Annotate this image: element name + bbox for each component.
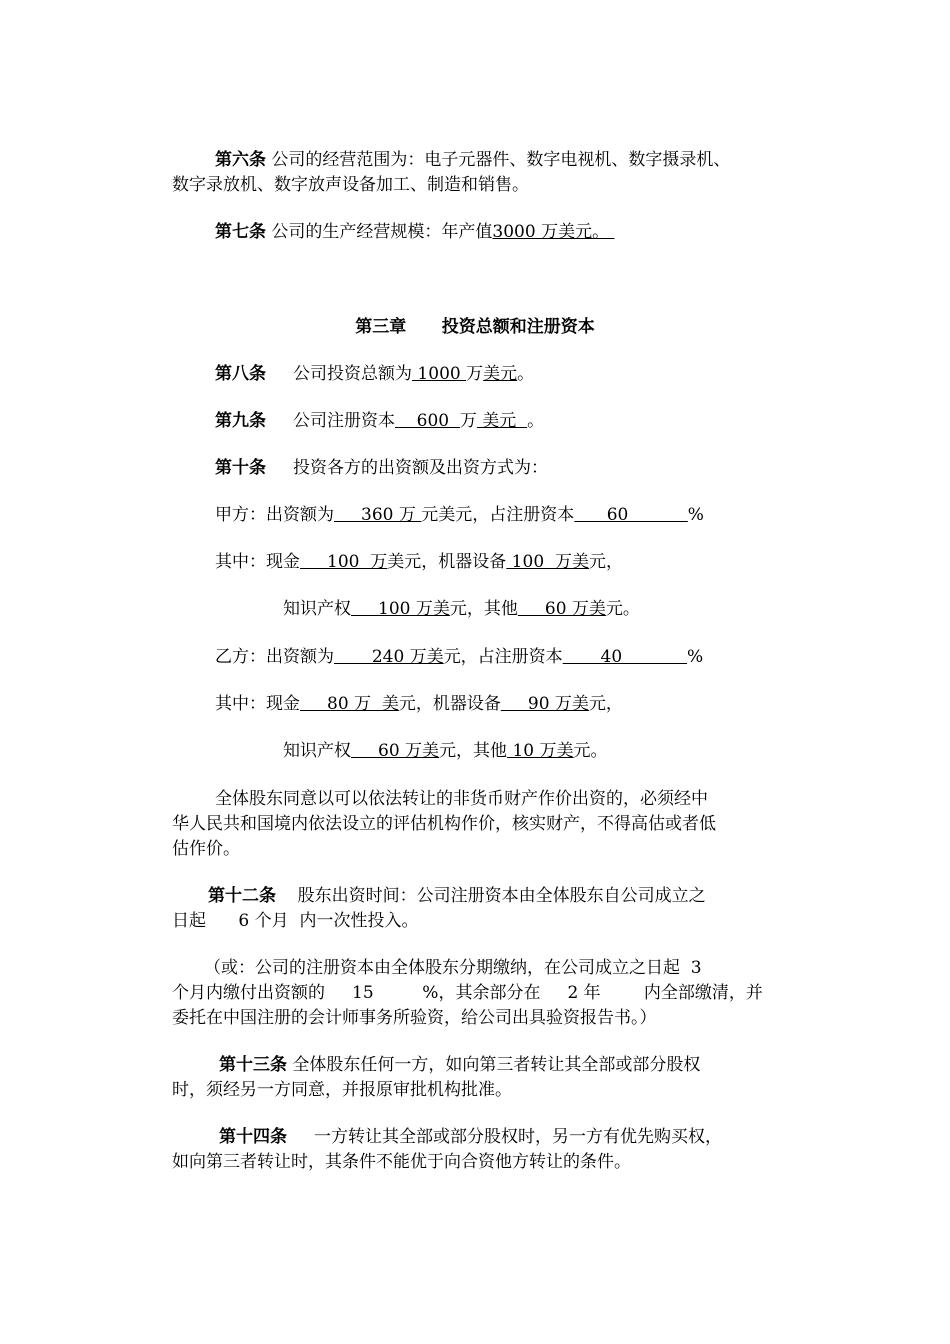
alt-clause-line-2: 个月内缴付出资额的 15 %，其余部分在 2 年 内全部缴清，并 bbox=[172, 983, 763, 1003]
alt-clause-line-3: 委托在中国注册的会计师事务所验资，给公司出具验资报告书。） bbox=[172, 1008, 657, 1028]
article-14-label: 第十四条 bbox=[219, 1127, 287, 1147]
party-a-other-label: 元，其他 bbox=[449, 599, 518, 619]
party-b-ip: 60 万美 bbox=[351, 741, 440, 761]
party-b-other: 10 万美 bbox=[507, 741, 574, 761]
article-8-label: 第八条 bbox=[215, 364, 266, 384]
party-a-other: 60 万美 bbox=[517, 599, 606, 619]
article-8-end: 。 bbox=[517, 364, 535, 384]
party-a-pct: % bbox=[687, 505, 704, 525]
party-b-other-label: 元，其他 bbox=[439, 741, 508, 761]
article-6-line-1 bbox=[215, 148, 730, 172]
party-b-line-3-end: 元。 bbox=[573, 741, 608, 761]
article-14-text: 一方转让其全部或部分股权时，另一方有优先购买权， bbox=[287, 1127, 723, 1147]
article-7-text: 公司的生产经营规模：年产值 bbox=[271, 222, 493, 242]
article-12-line-1 bbox=[208, 884, 706, 908]
article-14-line-1 bbox=[219, 1125, 722, 1149]
party-a-line-2-end: 元， bbox=[588, 552, 623, 572]
article-9-currency: 美元 bbox=[476, 411, 528, 431]
article-6-line-2: 数字录放机、数字放声设备加工、制造和销售。 bbox=[172, 175, 529, 195]
article-12-label: 第十二条 bbox=[208, 886, 276, 906]
party-b-line-1 bbox=[215, 645, 703, 669]
article-9 bbox=[215, 409, 544, 433]
article-7-label: 第七条 bbox=[215, 222, 266, 242]
article-8-amount: 1000 bbox=[412, 364, 467, 384]
article-9-text: 公司注册资本 bbox=[293, 411, 396, 431]
party-b-amount: 240 万美 bbox=[334, 647, 444, 667]
party-b-line-3 bbox=[283, 739, 608, 763]
party-a-ip: 100 万美 bbox=[351, 599, 450, 619]
party-a-ip-label: 知识产权 bbox=[283, 599, 351, 619]
party-b-mid: 元，占注册资本 bbox=[443, 647, 563, 667]
party-a-line-3 bbox=[283, 597, 640, 621]
article-9-label: 第九条 bbox=[215, 411, 266, 431]
article-13-line-2: 时，须经另一方同意，并报原审批机构批准。 bbox=[172, 1080, 512, 1100]
noncash-line-2: 华人民共和国境内依法设立的评估机构作价，核实财产，不得高估或者低 bbox=[172, 814, 716, 834]
party-a-cash: 100 万 bbox=[300, 552, 388, 572]
noncash-line-3: 估作价。 bbox=[172, 839, 240, 859]
alt-clause-line-1: （或：公司的注册资本由全体股东分期缴纳，在公司成立之日起 3 bbox=[204, 958, 702, 978]
party-a-cash-label: 其中：现金 bbox=[215, 552, 300, 572]
article-12-text: 股东出资时间：公司注册资本由全体股东自公司成立之 bbox=[276, 886, 706, 906]
article-13-line-1 bbox=[219, 1053, 700, 1077]
article-8 bbox=[215, 362, 534, 386]
article-8-text: 公司投资总额为 bbox=[293, 364, 413, 384]
party-b-line-2 bbox=[215, 692, 623, 716]
article-10 bbox=[215, 456, 548, 480]
party-b-cash: 80 万 美 bbox=[300, 694, 399, 714]
party-b-label: 乙方：出资额为 bbox=[215, 647, 334, 667]
article-13-label: 第十三条 bbox=[219, 1055, 287, 1075]
party-b-machine-label: 元，机器设备 bbox=[398, 694, 501, 714]
party-b-line-2-end: 元， bbox=[588, 694, 623, 714]
article-7-value: 3000 万美元。 bbox=[492, 222, 615, 242]
party-b-machine: 90 万美 bbox=[500, 694, 589, 714]
party-b-cash-label: 其中：现金 bbox=[215, 694, 300, 714]
article-12-line-2: 日起 6 个月 内一次性投入。 bbox=[172, 911, 419, 931]
article-10-text: 投资各方的出资额及出资方式为： bbox=[293, 458, 549, 478]
party-a-line-2 bbox=[215, 550, 623, 574]
party-a-machine-label: 美元，机器设备 bbox=[387, 552, 507, 572]
article-10-label: 第十条 bbox=[215, 458, 266, 478]
party-b-pct: % bbox=[687, 647, 704, 667]
party-a-percent: 60 bbox=[574, 505, 688, 525]
noncash-line-1: 全体股东同意以可以依法转让的非货币财产作价出资的，必须经中 bbox=[215, 789, 708, 809]
article-9-end: 。 bbox=[527, 411, 545, 431]
party-b-percent: 40 bbox=[562, 647, 687, 667]
article-9-unit: 万 bbox=[459, 411, 477, 431]
article-13-text: 全体股东任何一方，如向第三者转让其全部或部分股权 bbox=[287, 1055, 701, 1075]
article-14-line-2: 如向第三者转让时，其条件不能优于向合资他方转让的条件。 bbox=[172, 1152, 631, 1172]
party-a-line-1 bbox=[215, 503, 704, 527]
party-a-amount: 360 万 bbox=[334, 505, 422, 525]
party-b-ip-label: 知识产权 bbox=[283, 741, 351, 761]
chapter-3-title: 第三章 投资总额和注册资本 bbox=[355, 317, 595, 337]
article-7 bbox=[215, 220, 614, 244]
party-a-label: 甲方：出资额为 bbox=[215, 505, 334, 525]
article-8-unit: 万 bbox=[466, 364, 484, 384]
article-8-currency: 美元 bbox=[483, 364, 518, 384]
party-a-machine: 100 万美 bbox=[506, 552, 589, 572]
article-6-text: 公司的经营范围为：电子元器件、数字电视机、数字摄录机、 bbox=[271, 150, 731, 170]
party-a-mid: 元美元，占注册资本 bbox=[421, 505, 575, 525]
party-a-line-3-end: 元。 bbox=[605, 599, 640, 619]
article-9-amount: 600 bbox=[395, 411, 460, 431]
article-6-label: 第六条 bbox=[215, 150, 266, 170]
